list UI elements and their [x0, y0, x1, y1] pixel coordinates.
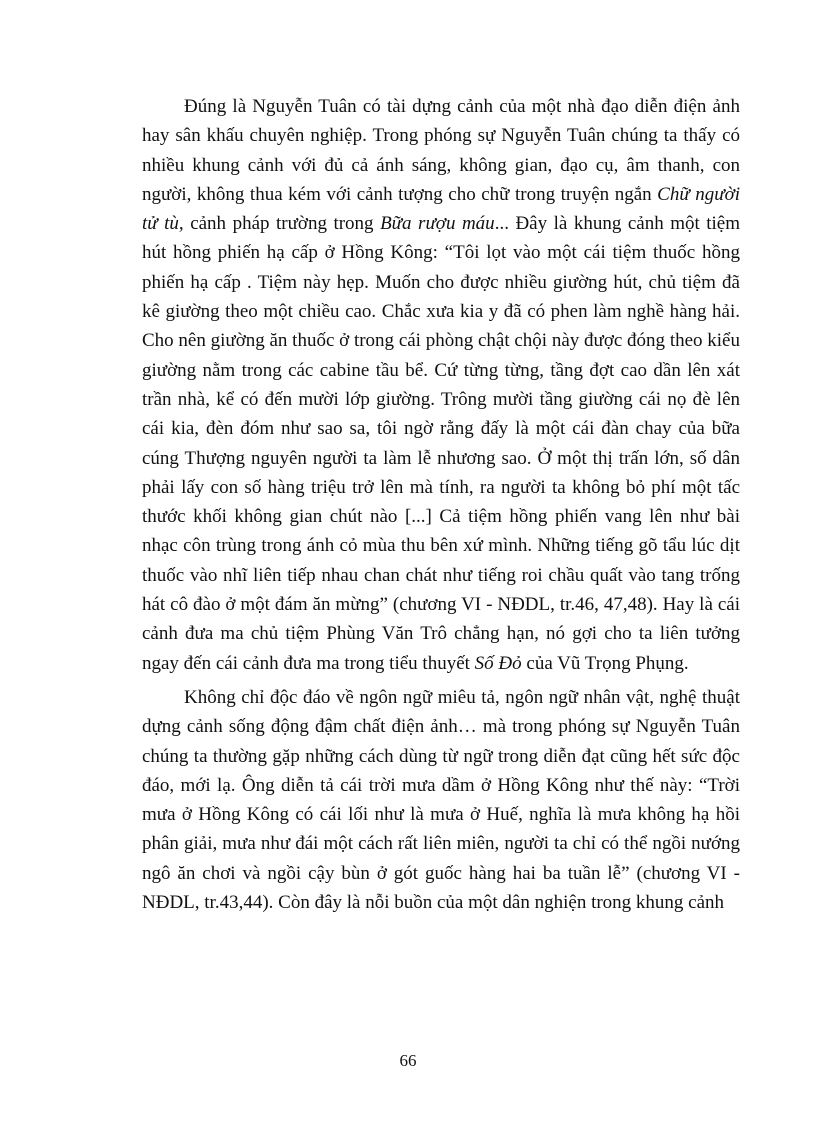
- paragraph-1-text-a: Đúng là Nguyễn Tuân có tài dựng cảnh của một nhà đạo diễn điện ảnh hay sân khấu chuyên nghiệp. Trong phóng sự Nguyễn Tuân chúng ta thấy có nhiều khung cảnh với đủ cả ánh sáng, không gian, đạo cụ, âm thanh, con người, không thua kém với cảnh tượng cho chữ trong truyện ngắn: [142, 96, 740, 205]
- work-title-bua-ruou-mau: Bữa rượu máu: [380, 213, 495, 235]
- paragraph-1-text-d: của Vũ Trọng Phụng.: [521, 652, 689, 674]
- work-title-chu-nguoi-tu-tu: Chữ người tử tù,: [142, 183, 740, 235]
- paragraph-2: Không chỉ độc đáo về ngôn ngữ miêu tả, ngôn ngữ nhân vật, nghệ thuật dựng cảnh sống động đậm chất điện ảnh… mà trong phóng sự Nguyễn Tuân chúng ta thường gặp những cách dùng từ ngữ trong diễn đạt cũng hết sức độc đáo, mới lạ. Ông diễn tả cái trời mưa dầm ở Hồng Kông như thế này: “Trời mưa ở Hồng Kông có cái lối như là mưa ở Huế, nghĩa là mưa không hạ hồi phân giải, mưa như đái một cách rất liên miên, người ta chỉ có thể ngồi nướng ngô ăn chơi và ngồi cậy bùn ở gót guốc hàng hai ba tuần lễ” (chương VI - NĐDL, tr.43,44). Còn đây là nỗi buồn của một dân nghiện trong khung cảnh: [142, 686, 740, 914]
- work-title-so-do: Số Đỏ: [474, 652, 522, 674]
- paragraph-1: [142, 92, 740, 678]
- paragraph-1-text-c: ... Đây là khung cảnh một tiệm hút hồng phiến hạ cấp ở Hồng Kông: “Tôi lọt vào một cái tiệm thuốc hồng phiến hạ cấp . Tiệm này hẹp. Muốn cho được nhiều giường hút, chủ tiệm đã kê giường theo một chiều cao. Chắc xưa kia y đã có phen làm nghề hàng hải. Cho nên giường ăn thuốc ở trong cái phòng chật chội này được đóng theo kiểu giường nằm trong các cabine tầu bể. Cứ từng từng, tầng đợt cao dần lên xát trần nhà, kể có đến mười lớp giường. Trông mười tầng giường cái nọ đè lên cái kia, đèn đóm như sao sa, tôi ngờ rằng đấy là một cái đàn chay của bữa cúng Thượng nguyên người ta làm lễ nhương sao. Ở một thị trấn lớn, số dân phải lấy con số hàng triệu trở lên mà tính, ra người ta không bỏ phí một tấc thước khối không gian chút nào [...] Cả tiệm hồng phiến vang lên như bài nhạc côn trùng trong ánh cỏ mùa thu bên xứ mình. Những tiếng gõ tẩu lúc dịt thuốc vào nhĩ liên tiếp nhau chan chát như tiếng roi chầu quất vào tang trống hát cô đào ở một đám ăn mừng” (chương VI - NĐDL, tr.46, 47,48). Hay là cái cảnh đưa ma chủ tiệm Phùng Văn Trô chẳng hạn, nó gợi cho ta liên tưởng ngay đến cái cảnh đưa ma trong tiểu thuyết: [142, 213, 741, 674]
- page-number: 66: [399, 1051, 417, 1070]
- body-text: [142, 92, 740, 917]
- paragraph-1-text-b: cảnh pháp trường trong: [183, 213, 381, 235]
